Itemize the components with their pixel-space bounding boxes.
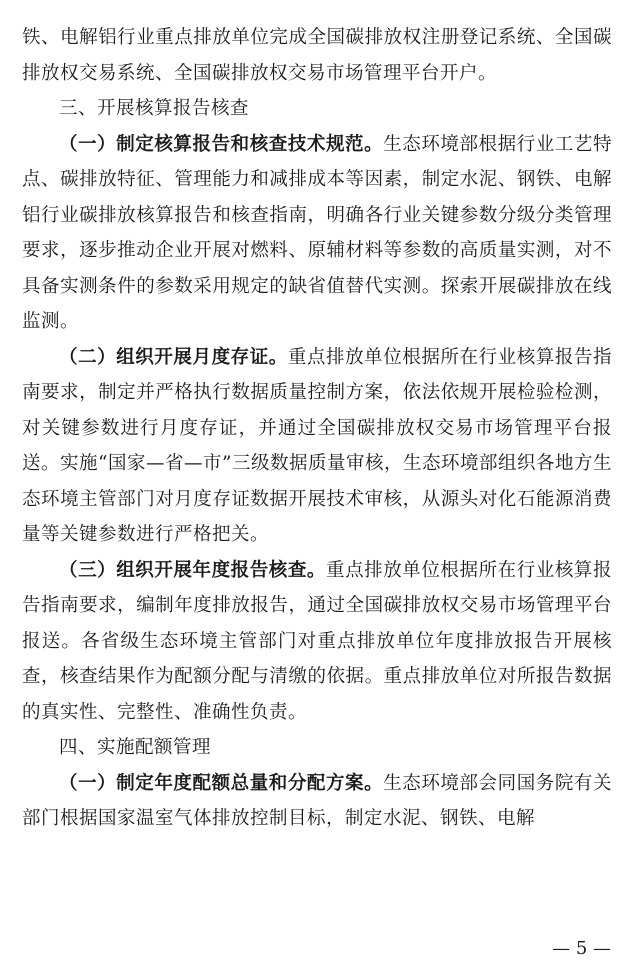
subheading-3-3: （三）组织开展年度报告核查。 — [59, 559, 326, 581]
paragraph-3-1 — [22, 127, 612, 340]
page-number: — 5 — — [552, 938, 611, 959]
subheading-3-2: （二）组织开展月度存证。 — [59, 346, 288, 368]
section-heading-3: 三、开展核算报告核查 — [59, 98, 250, 119]
subheading-4-1: （一）制定年度配额总量和分配方案。 — [59, 772, 384, 794]
body-text — [22, 20, 612, 837]
section-heading-4: 四、实施配额管理 — [59, 737, 212, 758]
paragraph-3-3 — [22, 553, 612, 731]
paragraph-3-2-text: 重点排放单位根据所在行业核算报告指南要求，制定并严格执行数据质量控制方案，依法依规开展检验检测，对关键参数进行月度存证，并通过全国碳排放权交易市场管理平台报送。实施“国家—省—市”三级数据质量审核，生态环境部组织各地方生态环境主管部门对月度存证数据开展技术审核，从源头对化石能源消费量等关键参数进行严格把关。 — [22, 346, 612, 545]
paragraph-4-1-text: 生态环境部会同国务院有关部门根据国家温室气体排放控制目标，制定水泥、钢铁、电解 — [22, 772, 612, 829]
paragraph-3-1-text: 生态环境部根据行业工艺特点、碳排放特征、管理能力和减排成本等因素，制定水泥、钢铁、电解铝行业碳排放核算报告和核查指南，明确各行业关键参数分级分类管理要求，逐步推动企业开展对燃料、原辅材料等参数的高质量实测，对不具备实测条件的参数采用规定的缺省值替代实测。探索开展碳排放在线监测。 — [22, 133, 612, 332]
continuation-paragraph: 铁、电解铝行业重点排放单位完成全国碳排放权注册登记系统、全国碳排放权交易系统、全国碳排放权交易市场管理平台开户。 — [22, 27, 612, 84]
paragraph-4-1 — [22, 766, 612, 837]
subheading-3-1: （一）制定核算报告和核查技术规范。 — [59, 133, 384, 155]
paragraph-3-3-text: 重点排放单位根据所在行业核算报告指南要求，编制年度排放报告，通过全国碳排放权交易市场管理平台报送。各省级生态环境主管部门对重点排放单位年度排放报告开展核查，核查结果作为配额分配与清缴的依据。重点排放单位对所报告数据的真实性、完整性、准确性负责。 — [22, 559, 612, 723]
paragraph-3-2 — [22, 340, 612, 553]
